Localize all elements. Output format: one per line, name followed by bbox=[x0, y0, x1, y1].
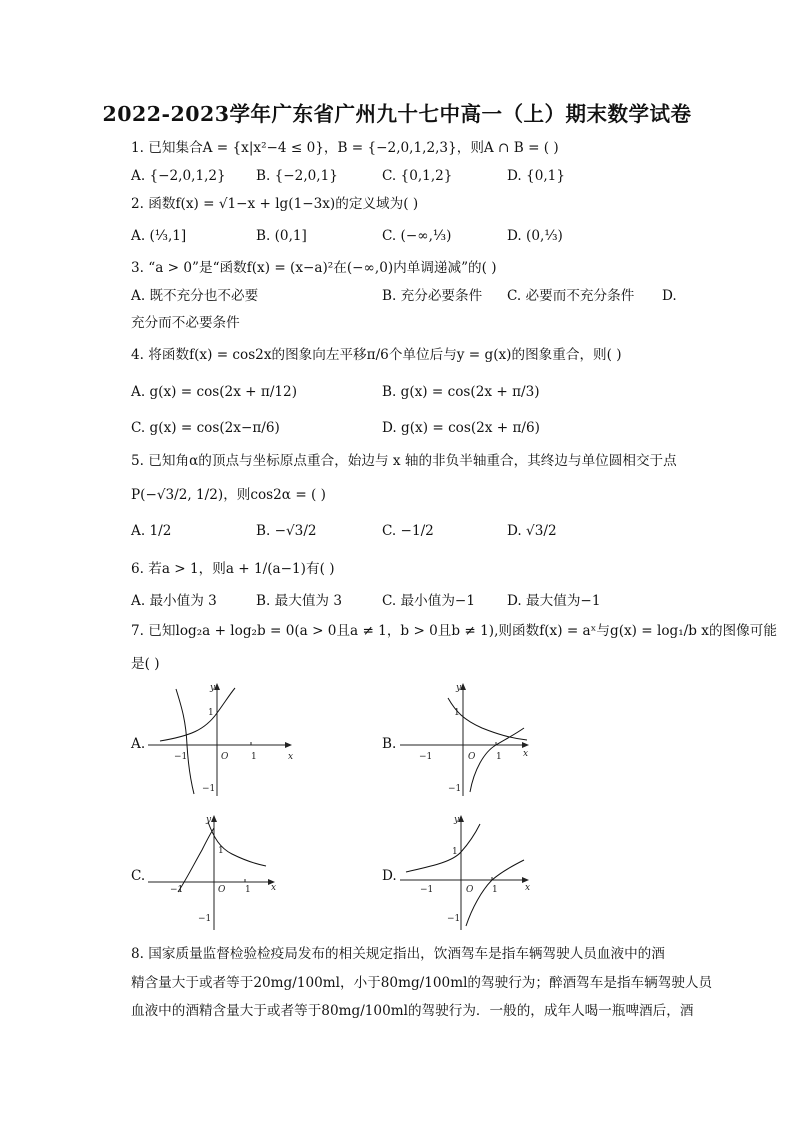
svg-text:1: 1 bbox=[245, 885, 251, 895]
q5-option-b[interactable]: B. −√3/2 bbox=[256, 523, 317, 539]
q5-option-c[interactable]: C. −1/2 bbox=[382, 523, 434, 539]
svg-text:−1: −1 bbox=[420, 885, 434, 895]
q2-option-a[interactable]: A. (⅓,1] bbox=[131, 228, 187, 244]
question-5-stem-cont: P(−√3/2, 1/2)，则cos2α = ( ) bbox=[131, 487, 326, 503]
svg-text:O: O bbox=[468, 752, 476, 762]
svg-text:1: 1 bbox=[496, 752, 502, 762]
question-8-line-3: 血液中的酒精含量大于或者等于80mg/100ml的驾驶行为．一般的，成年人喝一瓶啤酒后，酒 bbox=[131, 1003, 694, 1019]
svg-text:x: x bbox=[525, 883, 531, 893]
question-7-stem-cont: 是( ) bbox=[131, 656, 160, 672]
svg-text:O: O bbox=[221, 752, 229, 762]
svg-text:x: x bbox=[271, 883, 277, 893]
svg-text:−1: −1 bbox=[170, 885, 184, 895]
q7-graph-a bbox=[140, 680, 300, 800]
q7-option-a[interactable]: A. bbox=[131, 736, 146, 752]
q6-option-b[interactable]: B. 最大值为 3 bbox=[256, 593, 342, 609]
q3-option-d-text: 充分而不必要条件 bbox=[131, 315, 240, 331]
svg-text:y: y bbox=[454, 815, 460, 825]
svg-text:−1: −1 bbox=[198, 914, 212, 924]
svg-text:−1: −1 bbox=[174, 752, 188, 762]
q3-option-c[interactable]: C. 必要而不充分条件 bbox=[507, 288, 635, 304]
svg-text:1: 1 bbox=[218, 846, 224, 856]
svg-text:1: 1 bbox=[454, 708, 460, 718]
question-4-stem: 4. 将函数f(x) = cos2x的图象向左平移π/6个单位后与y = g(x)的图象重合，则( ) bbox=[131, 347, 622, 363]
q4-option-a[interactable]: A. g(x) = cos(2x + π/12) bbox=[131, 384, 298, 400]
q4-option-b[interactable]: B. g(x) = cos(2x + π/3) bbox=[382, 384, 540, 400]
q3-option-b[interactable]: B. 充分必要条件 bbox=[382, 288, 483, 304]
q2-option-d[interactable]: D. (0,⅓) bbox=[507, 228, 563, 244]
question-3-stem: 3. “a > 0”是“函数f(x) = (x−a)²在(−∞,0)内单调递减”的( ) bbox=[131, 260, 497, 276]
q6-option-d[interactable]: D. 最大值为−1 bbox=[507, 593, 601, 609]
q3-option-d[interactable]: D. bbox=[662, 288, 677, 304]
q1-option-b[interactable]: B. {−2,0,1} bbox=[256, 168, 338, 184]
q1-option-c[interactable]: C. {0,1,2} bbox=[382, 168, 453, 184]
q1-option-a[interactable]: A. {−2,0,1,2} bbox=[131, 168, 226, 184]
svg-text:1: 1 bbox=[492, 885, 498, 895]
q5-option-d[interactable]: D. √3/2 bbox=[507, 523, 557, 539]
q7-option-c[interactable]: C. bbox=[131, 868, 146, 884]
svg-text:x: x bbox=[523, 749, 529, 759]
svg-text:−1: −1 bbox=[447, 914, 461, 924]
question-2-stem: 2. 函数f(x) = √1−x + lg(1−3x)的定义域为( ) bbox=[131, 196, 419, 212]
q7-graph-b bbox=[392, 680, 552, 800]
svg-text:y: y bbox=[210, 683, 216, 693]
q4-option-c[interactable]: C. g(x) = cos(2x−π/6) bbox=[131, 420, 280, 436]
svg-text:1: 1 bbox=[251, 752, 257, 762]
q2-option-c[interactable]: C. (−∞,⅓) bbox=[382, 228, 452, 244]
svg-text:1: 1 bbox=[452, 847, 458, 857]
q3-option-a[interactable]: A. 既不充分也不必要 bbox=[131, 288, 259, 304]
question-1-stem: 1. 已知集合A = {x|x²−4 ≤ 0}，B = {−2,0,1,2,3}，则A ∩ B = ( ) bbox=[131, 140, 559, 156]
question-5-stem: 5. 已知角α的顶点与坐标原点重合，始边与 x 轴的非负半轴重合，其终边与单位圆相交于点 bbox=[131, 453, 677, 469]
q7-option-b[interactable]: B. bbox=[382, 736, 397, 752]
svg-text:O: O bbox=[218, 885, 226, 895]
question-7-stem: 7. 已知log₂a + log₂b = 0(a > 0且a ≠ 1，b > 0且b ≠ 1),则函数f(x) = aˣ与g(x) = log₁/b x的图像可能 bbox=[131, 623, 777, 639]
q7-option-d[interactable]: D. bbox=[382, 868, 397, 884]
question-8-line-1: 8. 国家质量监督检验检疫局发布的相关规定指出，饮酒驾车是指车辆驾驶人员血液中的酒 bbox=[131, 946, 665, 962]
svg-text:y: y bbox=[206, 815, 212, 825]
q5-option-a[interactable]: A. 1/2 bbox=[131, 523, 172, 539]
page-title: 2022-2023学年广东省广州九十七中高一（上）期末数学试卷 bbox=[102, 102, 692, 126]
q7-graph-d bbox=[392, 812, 552, 932]
q6-option-c[interactable]: C. 最小值为−1 bbox=[382, 593, 475, 609]
question-6-stem: 6. 若a > 1，则a + 1/(a−1)有( ) bbox=[131, 561, 335, 577]
svg-text:−1: −1 bbox=[202, 784, 216, 794]
svg-text:1: 1 bbox=[208, 708, 214, 718]
question-8-line-2: 精含量大于或者等于20mg/100ml，小于80mg/100ml的驾驶行为；醉酒驾车是指车辆驾驶人员 bbox=[131, 975, 713, 991]
svg-text:x: x bbox=[288, 752, 294, 762]
svg-text:O: O bbox=[466, 885, 474, 895]
q1-option-d[interactable]: D. {0,1} bbox=[507, 168, 565, 184]
q4-option-d[interactable]: D. g(x) = cos(2x + π/6) bbox=[382, 420, 540, 436]
q6-option-a[interactable]: A. 最小值为 3 bbox=[131, 593, 217, 609]
svg-text:−1: −1 bbox=[448, 784, 462, 794]
svg-text:−1: −1 bbox=[419, 752, 433, 762]
q2-option-b[interactable]: B. (0,1] bbox=[256, 228, 307, 244]
svg-text:y: y bbox=[456, 683, 462, 693]
q7-graph-c bbox=[140, 812, 300, 932]
